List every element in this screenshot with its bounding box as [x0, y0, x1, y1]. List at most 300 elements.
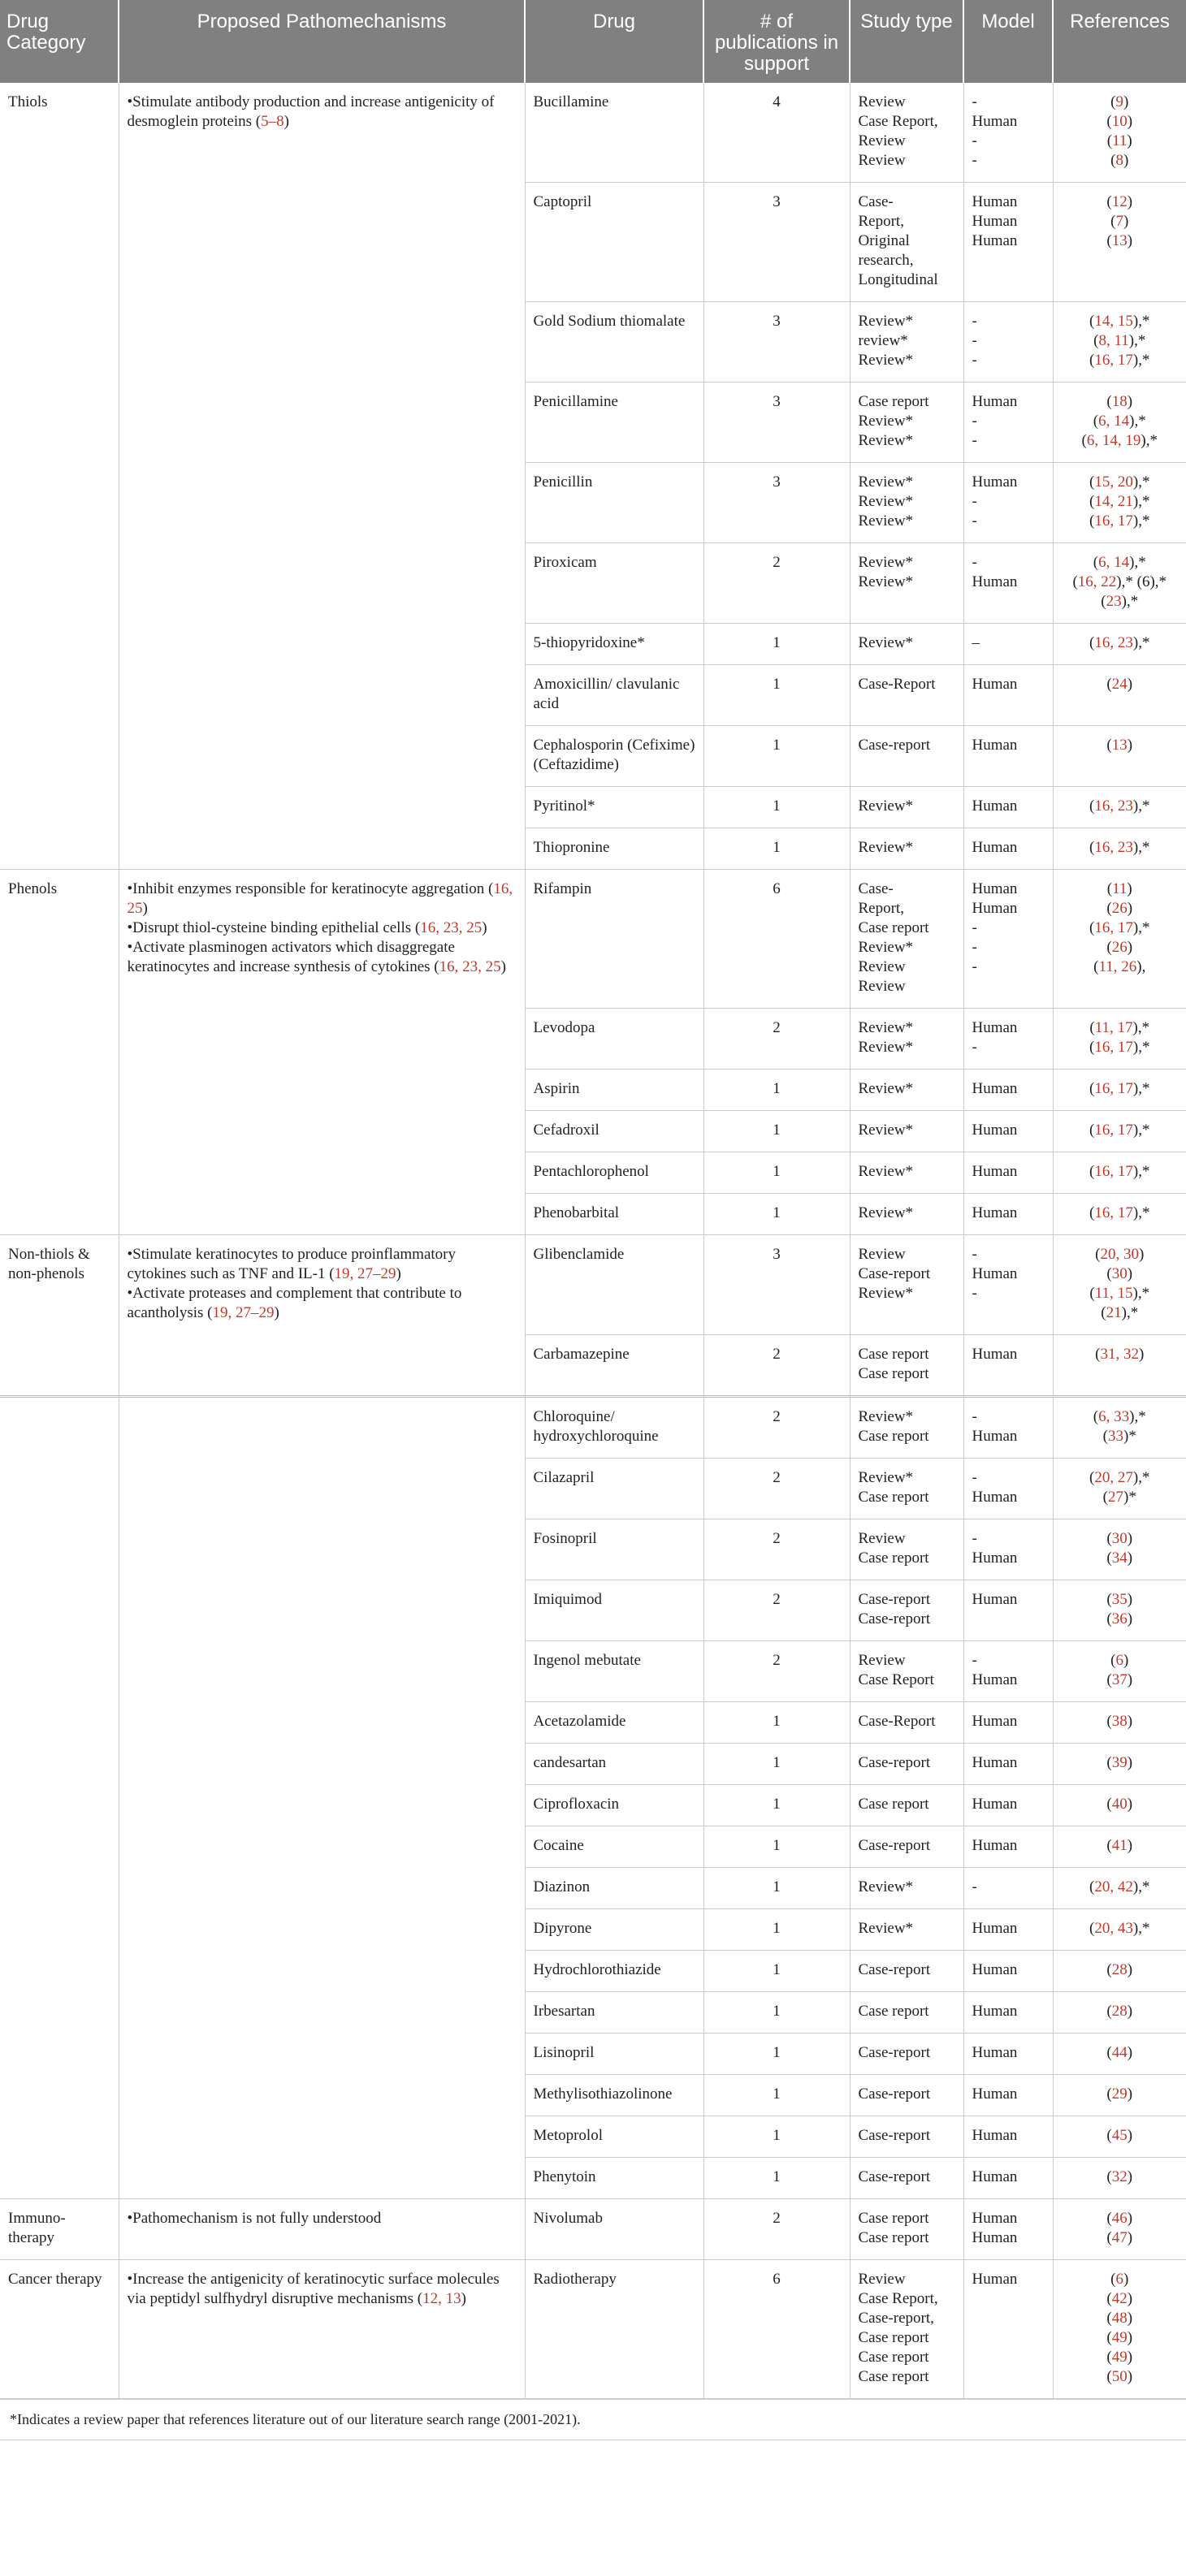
study-type-entry: Case-report [858, 737, 931, 754]
study-type-cell [850, 463, 963, 543]
reference-number: 16, 17 [1094, 1122, 1133, 1139]
study-type-cell [850, 1235, 963, 1335]
mechanism-item [128, 93, 517, 132]
mechanism-text: •Stimulate antibody production and increase antigenicity of desmoglein proteins ( [127, 93, 495, 130]
study-type-entry: Case report [858, 2003, 929, 2020]
reference-number: 6, 14 [1098, 554, 1130, 571]
mechanism-item [128, 2270, 517, 2309]
drug-name-cell: 5-thiopyridoxine* [525, 624, 703, 665]
study-type-cell [850, 2034, 963, 2075]
model-cell [963, 1397, 1053, 1459]
study-type-entry: Case report [858, 1428, 929, 1445]
study-type-cell [850, 2158, 963, 2199]
mechanism-item [128, 1245, 517, 1284]
reference-number: 47 [1111, 2229, 1128, 2246]
model-entry: - [972, 1878, 977, 1895]
model-cell [963, 1235, 1053, 1335]
reference-entry: (11) [1106, 132, 1132, 149]
model-entry: Human [972, 839, 1018, 856]
study-type-cell [850, 1152, 963, 1194]
mechanism-cell [119, 1235, 525, 1397]
reference-entry: (16, 17),* [1089, 352, 1150, 369]
reference-number: 36 [1111, 1610, 1128, 1627]
study-type-entry: Case report [858, 2229, 929, 2246]
model-entry: Human [972, 232, 1018, 249]
drug-category-cell: Phenols [0, 870, 119, 1235]
reference-entry: (42) [1106, 2290, 1133, 2307]
reference-number: 16, 17 [1094, 1080, 1133, 1097]
reference-number: 12 [1111, 193, 1128, 210]
drug-name-cell: Metoprolol [525, 2116, 703, 2158]
drug-name-cell: Cocaine [525, 1826, 703, 1868]
study-type-entry: Case-Report [858, 676, 936, 693]
model-entry: Human [972, 1122, 1018, 1139]
reference-entry: (12) [1106, 193, 1133, 210]
reference-number: 23 [1106, 593, 1122, 610]
reference-number: 16, 22 [1077, 573, 1117, 590]
reference-entry: (14, 15),* [1089, 313, 1150, 330]
study-type-cell [850, 1744, 963, 1785]
model-entry: - [972, 493, 977, 510]
reference-entry: (28) [1106, 1961, 1133, 1978]
reference-number: 8 [1115, 152, 1123, 169]
study-type-entry: Case-report [858, 2044, 931, 2061]
model-entry: - [972, 1469, 977, 1486]
mechanism-text: •Disrupt thiol-cysteine binding epithelial cells ( [127, 919, 421, 936]
study-type-entry: Review [858, 958, 906, 975]
reference-entry: (6) [1110, 2271, 1129, 2288]
model-entry: – [972, 634, 980, 651]
references-cell [1053, 1951, 1186, 1992]
model-entry: Human [972, 1163, 1018, 1180]
study-type-entry: Review [858, 1652, 906, 1669]
study-type-entry: Review* [858, 1080, 914, 1097]
study-type-entry: Review [858, 2271, 906, 2288]
reference-number: 10 [1111, 113, 1128, 130]
model-cell [963, 1580, 1053, 1641]
model-cell [963, 1194, 1053, 1235]
reference-entry: (39) [1106, 1754, 1133, 1771]
references-cell [1053, 463, 1186, 543]
references-cell [1053, 1744, 1186, 1785]
references-cell [1053, 726, 1186, 787]
model-cell [963, 1152, 1053, 1194]
model-entry: Human [972, 1346, 1018, 1363]
study-type-entry: Case-report [858, 1265, 931, 1282]
model-cell [963, 1641, 1053, 1702]
publication-count-cell: 1 [703, 1785, 850, 1826]
publication-count-cell: 2 [703, 2199, 850, 2260]
reference-entry: (32) [1106, 2168, 1133, 2185]
reference-number: 26 [1111, 939, 1128, 956]
reference-entry: (31, 32) [1095, 1346, 1145, 1363]
drug-name-cell: Captopril [525, 183, 703, 302]
reference-number: 11, 15 [1094, 1285, 1133, 1302]
model-entry: - [972, 313, 977, 330]
model-cell [963, 1702, 1053, 1744]
study-type-entry: Case report [858, 2368, 929, 2385]
references-cell [1053, 1397, 1186, 1459]
study-type-cell [850, 383, 963, 463]
publication-count-cell: 1 [703, 665, 850, 726]
model-cell [963, 1009, 1053, 1070]
publication-count-cell: 1 [703, 1111, 850, 1152]
publication-count-cell: 1 [703, 1951, 850, 1992]
mechanism-cell [119, 870, 525, 1235]
reference-entry: (50) [1106, 2368, 1133, 2385]
study-type-entry: Review* [858, 413, 914, 430]
drug-name-cell: Nivolumab [525, 2199, 703, 2260]
study-type-cell [850, 1785, 963, 1826]
drug-name-cell: Gold Sodium thiomalate [525, 302, 703, 383]
reference-number: 30 [1111, 1265, 1128, 1282]
model-entry: Human [972, 1837, 1018, 1854]
table-row [0, 1397, 1186, 1459]
table-row [0, 870, 1186, 1009]
drug-name-cell: Acetazolamide [525, 1702, 703, 1744]
reference-number: 15, 20 [1094, 473, 1133, 491]
publication-count-cell: 2 [703, 1335, 850, 1397]
model-cell [963, 1070, 1053, 1111]
study-type-entry: Review* [858, 1019, 914, 1036]
model-cell [963, 1519, 1053, 1580]
reference-number: 18 [1111, 393, 1128, 410]
references-cell [1053, 1070, 1186, 1111]
reference-number: 13 [1111, 737, 1128, 754]
mechanism-item [128, 880, 517, 918]
model-entry: Human [972, 797, 1018, 815]
table-row [0, 2260, 1186, 2399]
model-cell [963, 1909, 1053, 1951]
model-cell [963, 828, 1053, 870]
study-type-cell [850, 1641, 963, 1702]
reference-number: 45 [1111, 2127, 1128, 2144]
publication-count-cell: 1 [703, 1152, 850, 1194]
reference-entry: (47) [1106, 2229, 1133, 2246]
reference-entry: (30) [1106, 1265, 1133, 1282]
drug-name-cell: Bucillamine [525, 83, 703, 183]
publication-count-cell: 1 [703, 624, 850, 665]
model-entry: Human [972, 1754, 1018, 1771]
reference-entry: (16, 17),* [1089, 1122, 1150, 1139]
publication-count-cell: 1 [703, 1992, 850, 2034]
study-type-entry: Review* [858, 1285, 914, 1302]
mechanism-text: •Activate plasminogen activators which disaggregate keratinocytes and increase synthesis of cytokines ( [127, 939, 455, 975]
table-row [0, 83, 1186, 183]
study-type-entry: Review [858, 1530, 906, 1547]
drug-name-cell: Penicillamine [525, 383, 703, 463]
model-cell [963, 2260, 1053, 2399]
model-entry: Human [972, 1961, 1018, 1978]
references-cell [1053, 1992, 1186, 2034]
model-entry: Human [972, 2229, 1018, 2246]
publication-count-cell: 3 [703, 1235, 850, 1335]
publication-count-cell: 3 [703, 183, 850, 302]
model-entry: Human [972, 573, 1018, 590]
study-type-cell [850, 726, 963, 787]
reference-number: 9 [1115, 93, 1123, 110]
reference-entry: (8, 11),* [1093, 332, 1146, 349]
reference-number: 41 [1111, 1837, 1128, 1854]
reference-number: 28 [1111, 2003, 1128, 2020]
publication-count-cell: 2 [703, 1641, 850, 1702]
reference-entry: (16, 22),* (6),* [1072, 573, 1167, 590]
reference-entry: (35) [1106, 1591, 1133, 1608]
study-type-cell [850, 2199, 963, 2260]
model-entry: Human [972, 2127, 1018, 2144]
reference-number: 30 [1111, 1530, 1128, 1547]
study-type-entry: Review* [858, 634, 914, 651]
study-type-entry: Case-report [858, 1837, 931, 1854]
study-type-cell [850, 302, 963, 383]
study-type-entry: review* [858, 332, 908, 349]
study-type-entry: Case- [858, 193, 894, 210]
mechanism-ref-close: ) [284, 113, 289, 130]
drug-name-cell: Methylisothiazolinone [525, 2075, 703, 2116]
study-type-entry: Original [858, 232, 910, 249]
mechanism-cell [119, 1397, 525, 2199]
reference-number: 44 [1111, 2044, 1128, 2061]
drug-name-cell: Diazinon [525, 1868, 703, 1909]
study-type-cell [850, 1335, 963, 1397]
study-type-entry: Case-report [858, 2127, 931, 2144]
drug-name-cell: Cephalosporin (Cefixime) (Ceftazidime) [525, 726, 703, 787]
study-type-cell [850, 787, 963, 828]
reference-entry: (20, 42),* [1089, 1878, 1150, 1895]
mechanism-ref: 12, 13 [422, 2290, 461, 2307]
mechanism-ref-close: ) [482, 919, 487, 936]
model-entry: - [972, 132, 977, 149]
reference-entry: (23),* [1101, 593, 1139, 610]
references-cell [1053, 1459, 1186, 1519]
reference-entry: (41) [1106, 1837, 1133, 1854]
study-type-entry: Case report [858, 919, 929, 936]
study-type-cell [850, 870, 963, 1009]
study-type-cell [850, 1702, 963, 1744]
reference-entry: (6, 14),* [1093, 554, 1146, 571]
reference-number: 28 [1111, 1961, 1128, 1978]
publication-count-cell: 2 [703, 1009, 850, 1070]
drug-name-cell: candesartan [525, 1744, 703, 1785]
model-cell [963, 183, 1053, 302]
study-type-entry: Review* [858, 839, 914, 856]
table-body [0, 83, 1186, 2399]
publication-count-cell: 1 [703, 2158, 850, 2199]
reference-number: 31, 32 [1100, 1346, 1139, 1363]
study-type-cell [850, 624, 963, 665]
references-cell [1053, 1235, 1186, 1335]
drug-name-cell: Ciprofloxacin [525, 1785, 703, 1826]
references-cell [1053, 383, 1186, 463]
header-refs: References [1053, 0, 1186, 83]
drug-name-cell: Thiopronine [525, 828, 703, 870]
reference-number: 6, 14 [1098, 413, 1130, 430]
mechanism-text: •Stimulate keratinocytes to produce proinflammatory cytokines such as TNF and IL-1 ( [127, 1246, 456, 1282]
reference-number: 40 [1111, 1796, 1128, 1813]
reference-number: 33 [1108, 1428, 1123, 1445]
study-type-cell [850, 183, 963, 302]
reference-entry: (24) [1106, 676, 1133, 693]
model-entry: Human [972, 2044, 1018, 2061]
drug-name-cell: Dipyrone [525, 1909, 703, 1951]
references-cell [1053, 1641, 1186, 1702]
reference-number: 16, 17 [1094, 352, 1133, 369]
publication-count-cell: 2 [703, 1580, 850, 1641]
study-type-entry: Case- [858, 880, 894, 897]
reference-entry: (11, 26), [1093, 958, 1146, 975]
reference-entry: (15, 20),* [1089, 473, 1150, 491]
drug-name-cell: Lisinopril [525, 2034, 703, 2075]
reference-entry: (28) [1106, 2003, 1133, 2020]
model-cell [963, 1951, 1053, 1992]
reference-number: 50 [1111, 2368, 1128, 2385]
study-type-entry: Case-report [858, 1754, 931, 1771]
model-cell [963, 1785, 1053, 1826]
reference-entry: (30) [1106, 1530, 1133, 1547]
reference-entry: (26) [1106, 900, 1133, 917]
study-type-cell [850, 1868, 963, 1909]
drug-name-cell: Cilazapril [525, 1459, 703, 1519]
reference-number: 14, 21 [1094, 493, 1133, 510]
reference-entry: (20, 43),* [1089, 1920, 1150, 1937]
study-type-entry: Review* [858, 797, 914, 815]
drug-name-cell: Chloroquine/ hydroxychloroquine [525, 1397, 703, 1459]
model-entry: Human [972, 900, 1018, 917]
model-entry: - [972, 1246, 977, 1263]
model-entry: - [972, 332, 977, 349]
publication-count-cell: 1 [703, 1826, 850, 1868]
study-type-entry: Review* [858, 313, 914, 330]
reference-number: 20, 30 [1100, 1246, 1139, 1263]
reference-entry: (13) [1106, 232, 1133, 249]
study-type-entry: Review* [858, 1469, 914, 1486]
model-entry: Human [972, 113, 1018, 130]
study-type-cell [850, 543, 963, 624]
model-cell [963, 1992, 1053, 2034]
model-cell [963, 302, 1053, 383]
model-entry: - [972, 1530, 977, 1547]
study-type-entry: Case report [858, 2210, 929, 2227]
study-type-entry: research, [858, 252, 914, 269]
drug-name-cell: Glibenclamide [525, 1235, 703, 1335]
mechanism-cell [119, 2199, 525, 2260]
references-cell [1053, 543, 1186, 624]
references-cell [1053, 83, 1186, 183]
publication-count-cell: 1 [703, 1070, 850, 1111]
model-entry: - [972, 554, 977, 571]
drug-name-cell: Ingenol mebutate [525, 1641, 703, 1702]
study-type-cell [850, 1111, 963, 1152]
model-cell [963, 83, 1053, 183]
drug-category-cell [0, 1397, 119, 2199]
model-entry: Human [972, 2003, 1018, 2020]
model-cell [963, 383, 1053, 463]
reference-number: 11, 26 [1098, 958, 1137, 975]
reference-entry: (10) [1106, 113, 1133, 130]
model-entry: Human [972, 880, 1018, 897]
study-type-cell [850, 1580, 963, 1641]
reference-entry: (18) [1106, 393, 1133, 410]
publication-count-cell: 2 [703, 1397, 850, 1459]
mechanism-item [128, 938, 517, 977]
study-type-cell [850, 1519, 963, 1580]
study-type-entry: Case report [858, 2349, 929, 2366]
drug-name-cell: Radiotherapy [525, 2260, 703, 2399]
references-cell [1053, 1335, 1186, 1397]
publication-count-cell: 3 [703, 383, 850, 463]
model-cell [963, 1744, 1053, 1785]
study-type-entry: Case report [858, 1346, 929, 1363]
study-type-entry: Report, [858, 213, 904, 230]
study-type-entry: Case report [858, 1489, 929, 1506]
references-cell [1053, 1111, 1186, 1152]
study-type-entry: Review* [858, 1878, 914, 1895]
reference-number: 46 [1111, 2210, 1128, 2227]
model-cell [963, 2158, 1053, 2199]
reference-entry: (16, 23),* [1089, 634, 1150, 651]
reference-entry: (37) [1106, 1671, 1133, 1688]
model-cell [963, 787, 1053, 828]
model-entry: - [972, 432, 977, 449]
reference-entry: (7) [1110, 213, 1129, 230]
reference-entry: (40) [1106, 1796, 1133, 1813]
drug-name-cell: Phenytoin [525, 2158, 703, 2199]
table-row [0, 2199, 1186, 2260]
header-pubs: # of publications in support [703, 0, 850, 83]
reference-entry: (11, 17),* [1089, 1019, 1150, 1036]
reference-entry: (29) [1106, 2085, 1133, 2103]
model-entry: Human [972, 1671, 1018, 1688]
reference-number: 6 [1115, 1652, 1123, 1669]
model-entry: - [972, 919, 977, 936]
study-type-entry: Case-report, [858, 2310, 934, 2327]
reference-number: 49 [1111, 2349, 1128, 2366]
references-cell [1053, 2260, 1186, 2399]
study-type-entry: Report, [858, 900, 904, 917]
table-footnote: *Indicates a review paper that references literature out of our literature search range (2001-2021). [0, 2399, 1186, 2440]
model-entry: Human [972, 193, 1018, 210]
publication-count-cell: 6 [703, 870, 850, 1009]
reference-entry: (48) [1106, 2310, 1133, 2327]
reference-entry: (11) [1106, 880, 1132, 897]
study-type-entry: Review* [858, 1920, 914, 1937]
model-entry: - [972, 939, 977, 956]
reference-number: 48 [1111, 2310, 1128, 2327]
reference-number: 32 [1111, 2168, 1128, 2185]
references-cell [1053, 2034, 1186, 2075]
study-type-entry: Review* [858, 1204, 914, 1221]
mechanism-ref: 16, 25 [127, 880, 513, 917]
reference-number: 16, 17 [1094, 512, 1133, 529]
references-cell [1053, 1826, 1186, 1868]
reference-number: 29 [1111, 2085, 1128, 2103]
study-type-entry: Review* [858, 554, 914, 571]
mechanism-item [128, 2209, 517, 2228]
model-entry: - [972, 152, 977, 169]
study-type-entry: Case-report [858, 1610, 931, 1627]
study-type-entry: Case report [858, 2329, 929, 2346]
drug-category-cell: Non-thiols & non-phenols [0, 1235, 119, 1397]
study-type-cell [850, 665, 963, 726]
study-type-entry: Review [858, 132, 906, 149]
study-type-entry: Case Report [858, 1671, 934, 1688]
model-cell [963, 1459, 1053, 1519]
reference-number: 35 [1111, 1591, 1128, 1608]
model-entry: Human [972, 1080, 1018, 1097]
model-cell [963, 1335, 1053, 1397]
mechanism-cell [119, 83, 525, 870]
drug-name-cell: Phenobarbital [525, 1194, 703, 1235]
